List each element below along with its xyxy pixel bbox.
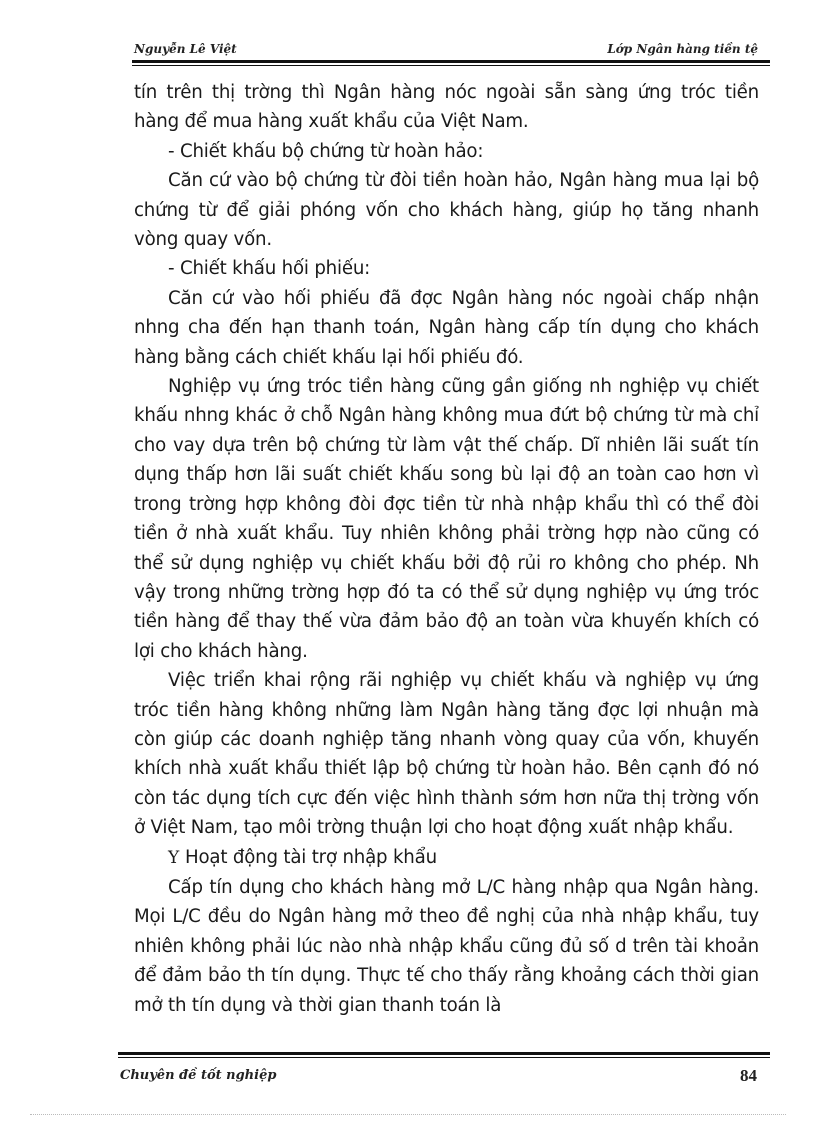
- paragraph-6: Nghiệp vụ ứng tróc tiền hàng cũng gần giống nh nghiệp vụ chiết khấu nhng khác ở chỗ Ngân hàng không mua đứt bộ chứng từ mà chỉ cho vay dựa trên bộ chứng từ làm vật thế chấp. Dĩ nhiên lãi suất tín dụng thấp hơn lãi suất chiết khấu song bù lại độ an toàn cao hơn vì trong trờng hợp không đòi đợc tiền từ nhà nhập khẩu thì có thể đòi tiền ở nhà xuất khẩu. Tuy nhiên không phải trờng hợp nào cũng có thể sử dụng nghiệp vụ chiết khấu bởi độ rủi ro không cho phép. Nh vậy trong những trờng hợp đó ta có thể sử dụng nghiệp vụ ứng tróc tiền hàng để thay thế vừa đảm bảo độ an toàn vừa khuyến khích có lợi cho khách hàng.: [134, 376, 759, 662]
- header-class: Lớp Ngân hàng tiền tệ: [607, 42, 758, 56]
- header-author: Nguyễn Lê Việt: [134, 42, 237, 56]
- paragraph-2: - Chiết khấu bộ chứng từ hoàn hảo:: [168, 140, 484, 162]
- section-heading: [134, 843, 759, 873]
- page-number: 84: [740, 1066, 757, 1085]
- bullet-icon: Y: [168, 847, 180, 868]
- paragraph-5: Căn cứ vào hối phiếu đã đợc Ngân hàng nóc ngoài chấp nhận nhng cha đến hạn thanh toán, Ngân hàng cấp tín dụng cho khách hàng bằng cách chiết khấu lại hối phiếu đó.: [134, 287, 759, 368]
- section-heading-text: Hoạt động tài trợ nhập khẩu: [185, 846, 437, 868]
- page-header: [132, 38, 768, 62]
- header-rule: [132, 60, 770, 63]
- body-text: [134, 78, 759, 1020]
- paragraph-8: Cấp tín dụng cho khách hàng mở L/C hàng nhập qua Ngân hàng. Mọi L/C đều do Ngân hàng mở theo đề nghị của nhà nhập khẩu, tuy nhiên không phải lúc nào nhà nhập khẩu cũng đủ số d trên tài khoản để đảm bảo th tín dụng. Thực tế cho thấy rằng khoảng cách thời gian mở th tín dụng và thời gian thanh toán là: [134, 876, 759, 1016]
- footer-title: Chuyên đề tốt nghiệp: [120, 1068, 277, 1083]
- page-bottom-edge: [30, 1114, 786, 1115]
- paragraph-7: Việc triển khai rộng rãi nghiệp vụ chiết khấu và nghiệp vụ ứng tróc tiền hàng không những làm Ngân hàng tăng đợc lợi nhuận mà còn giúp các doanh nghiệp tăng nhanh vòng quay của vốn, khuyến khích nhà xuất khẩu thiết lập bộ chứng từ hoàn hảo. Bên cạnh đó nó còn tác dụng tích cực đến việc hình thành sớm hơn nữa thị trờng vốn ở Việt Nam, tạo môi trờng thuận lợi cho hoạt động xuất nhập khẩu.: [134, 670, 759, 839]
- header-rule-thin: [132, 65, 770, 66]
- paragraph-4: - Chiết khấu hối phiếu:: [168, 258, 371, 280]
- paragraph-1: tín trên thị trờng thì Ngân hàng nóc ngoài sẵn sàng ứng tróc tiền hàng để mua hàng xuất khẩu của Việt Nam.: [134, 82, 759, 133]
- paragraph-3: Căn cứ vào bộ chứng từ đòi tiền hoàn hảo, Ngân hàng mua lại bộ chứng từ để giải phóng vốn cho khách hàng, giúp họ tăng nhanh vòng quay vốn.: [134, 170, 759, 251]
- footer-rule: [118, 1052, 770, 1055]
- footer-rule-thin: [118, 1057, 770, 1058]
